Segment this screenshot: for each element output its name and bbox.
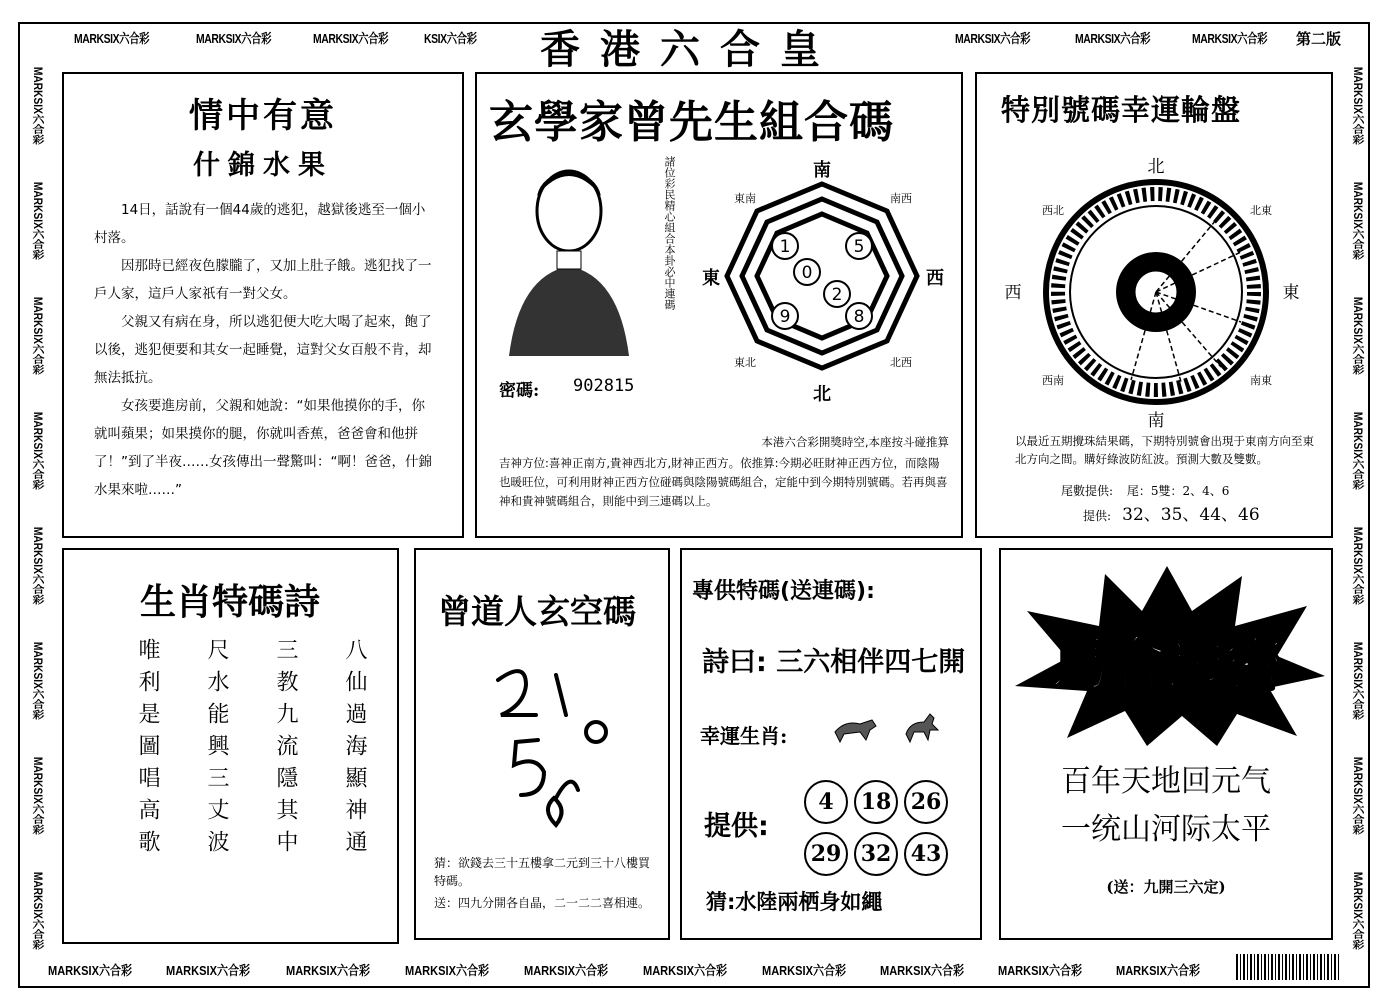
wheel-direction: 北 — [1147, 157, 1165, 177]
number-ball: 18 — [854, 780, 898, 824]
tail-row — [1061, 482, 1229, 499]
wheel-direction: 北東 — [1250, 204, 1272, 217]
wheel-box — [975, 72, 1333, 538]
direction-label: 東北 — [734, 356, 756, 369]
direction-label: 北西 — [890, 356, 912, 369]
side-strip: MARKSIX六合彩 — [1351, 871, 1365, 950]
offer-value: 32、35、44、46 — [1122, 505, 1260, 525]
zeng-title: 曾道人玄空碼 — [438, 592, 636, 631]
poem-column: 尺水能興三丈波 — [204, 638, 229, 862]
barcode — [1236, 954, 1340, 980]
bottom-strip-brand: MARKSIX六合彩 — [1116, 963, 1201, 978]
side-strip: MARKSIX六合彩 — [31, 66, 45, 145]
side-strip: MARKSIX六合彩 — [1351, 181, 1365, 260]
direction-label: 東南 — [734, 192, 756, 205]
bagua-number: 0 — [801, 263, 813, 283]
bottom-strip-brand: MARKSIX六合彩 — [998, 963, 1083, 978]
bagua-number: 8 — [853, 307, 865, 327]
side-strip: MARKSIX六合彩 — [31, 871, 45, 950]
xuan-title: 玄學家曾先生組合碼 — [489, 97, 894, 148]
horse-icon — [900, 710, 944, 744]
direction-label: 北 — [813, 384, 831, 405]
poem-title: 生肖特碼詩 — [140, 582, 321, 623]
top-strip-brand: MARKSIX六合彩 — [1075, 31, 1151, 46]
horse-box — [999, 548, 1333, 940]
special-title: 專供特碼(送連碼): — [692, 579, 875, 604]
wheel-note: 以最近五期攪珠結果碼，下期特別號會出現于東南方向至東北方向之間。購好綠波防紅波。預測大數及雙數。 — [1015, 434, 1314, 466]
side-strip: MARKSIX六合彩 — [1351, 296, 1365, 375]
poem-columns — [132, 638, 370, 862]
poem-box — [62, 548, 399, 944]
offer-label: 提供: — [1083, 509, 1112, 523]
roulette-wheel — [991, 152, 1321, 432]
side-strip: MARKSIX六合彩 — [31, 411, 45, 490]
bagua-diagram — [697, 154, 947, 414]
story-paragraph: 14日，話說有一個44歲的逃犯，越獄後逃至一個小村落。 — [94, 202, 426, 246]
number-ball: 32 — [854, 832, 898, 876]
xuan-body: 吉神方位:喜神正南方,貴神西北方,財神正西方。依推算:今期必旺財神正西方位，而陰陽也暖旺位，可利用財神正西方位碰碼與陰陽號碼組合，定能中到今期特別號碼。若再與喜神和貴神號碼組合，則能中到三連碼以上。 — [499, 456, 948, 508]
side-strip: MARKSIX六合彩 — [31, 526, 45, 605]
zeng-line2: 送：四九分開各自晶，二一二二喜相連。 — [434, 896, 651, 910]
story-paragraph: 因那時已經夜色朦朧了，又加上肚子餓。逃犯找了一戶人家，這戶人家祇有一對父女。 — [94, 258, 432, 302]
direction-label: 西 — [926, 268, 944, 289]
wheel-direction: 西 — [1004, 283, 1022, 303]
horse-gift: (送：九開三六定) — [1106, 878, 1226, 896]
bottom-strip-brand: MARKSIX六合彩 — [405, 963, 490, 978]
number-ball: 4 — [804, 780, 848, 824]
xuan-body-line1: 本港六合彩開獎時空,本座按斗碰推算 — [761, 435, 949, 449]
top-strip-brand: MARKSIX六合彩 — [1192, 31, 1268, 46]
story-box — [62, 72, 464, 538]
side-strip: MARKSIX六合彩 — [31, 296, 45, 375]
side-strip: MARKSIX六合彩 — [1351, 526, 1365, 605]
bagua-number: 9 — [779, 307, 791, 327]
masthead-title: 香港六合皇 — [540, 26, 840, 73]
xuan-code-label: 密碼: — [499, 381, 540, 401]
bottom-strip-brand: MARKSIX六合彩 — [643, 963, 728, 978]
xuan-box — [475, 72, 963, 538]
tail-value: 尾：5雙：2、4、6 — [1126, 484, 1230, 498]
zeng-line1: 猜：欲錢去三十五樓拿二元到三十八樓買特碼。 — [434, 856, 651, 888]
story-paragraph: 女孩要進房前，父親和她說：“如果他摸你的手，你就叫蘋果；如果摸你的腿，你就叫香蕉，爸爸會和他拼了！”到了半夜……女孩傳出一聲驚叫：“啊！爸爸，什錦水果來啦……” — [94, 398, 432, 498]
horse-line1: 百年天地回元气 — [1061, 764, 1271, 799]
direction-label: 東 — [702, 268, 720, 289]
bagua-number: 5 — [853, 237, 865, 257]
top-strip-brand: MARKSIX六合彩 — [196, 31, 272, 46]
special-box — [680, 548, 982, 940]
bottom-strip-brand: MARKSIX六合彩 — [48, 963, 133, 978]
edition-label: 第二版 — [1296, 30, 1342, 48]
special-guess: 猜:水陸兩栖身如繩 — [706, 890, 883, 914]
side-strip: MARKSIX六合彩 — [1351, 411, 1365, 490]
bottom-strip-brand: MARKSIX六合彩 — [166, 963, 251, 978]
top-strip-brand: MARKSIX六合彩 — [74, 31, 150, 46]
zeng-code-text — [416, 846, 668, 847]
direction-label: 南 — [813, 160, 831, 181]
bagua-number: 2 — [831, 285, 843, 305]
special-offer-label: 提供: — [704, 811, 769, 842]
portrait — [499, 156, 634, 366]
starburst-badge — [1007, 566, 1327, 746]
story-title: 情中有意 — [189, 96, 337, 136]
story-subtitle: 什錦水果 — [193, 150, 333, 181]
top-strip-brand: MARKSIX六合彩 — [955, 31, 1031, 46]
direction-label: 南西 — [890, 192, 912, 205]
horse-title: 馬會透密 — [1050, 630, 1284, 698]
top-strip-brand: MARKSIX六合彩 — [313, 31, 389, 46]
zodiac-label: 幸運生肖: — [700, 724, 788, 748]
bottom-strip-brand: MARKSIX六合彩 — [524, 963, 609, 978]
zeng-box — [414, 548, 670, 940]
side-strip: MARKSIX六合彩 — [1351, 66, 1365, 145]
bagua-number: 1 — [779, 237, 791, 257]
offer-row — [1083, 500, 1260, 525]
horse-line2: 一统山河际太平 — [1061, 812, 1271, 847]
number-ball: 43 — [904, 832, 948, 876]
handwritten-code — [486, 660, 626, 830]
xuan-code: 902815 — [573, 376, 635, 396]
bottom-strip-brand: MARKSIX六合彩 — [762, 963, 847, 978]
wheel-direction: 南東 — [1250, 374, 1272, 387]
wheel-direction: 南 — [1147, 411, 1165, 431]
side-strip: MARKSIX六合彩 — [1351, 756, 1365, 835]
side-strip: MARKSIX六合彩 — [31, 181, 45, 260]
side-strip: MARKSIX六合彩 — [31, 641, 45, 720]
story-paragraph: 父親又有病在身，所以逃犯便大吃大喝了起來，飽了以後，逃犯便要和其女一起睡覺，這對父女百般不肯，却無法抵抗。 — [94, 314, 432, 386]
special-poem: 詩曰: 三六相伴四七開 — [702, 647, 966, 678]
xuan-side-note: 諸位彩民精心組合本卦必中連碼 — [663, 156, 676, 310]
side-strip: MARKSIX六合彩 — [31, 756, 45, 835]
tail-label: 尾數提供: — [1061, 484, 1114, 498]
bottom-strip-brand: MARKSIX六合彩 — [286, 963, 371, 978]
bottom-strip-brand: MARKSIX六合彩 — [880, 963, 965, 978]
poem-column: 唯利是圖唱高歌 — [135, 638, 160, 862]
wheel-direction: 東 — [1282, 283, 1300, 303]
wheel-title: 特別號碼幸運輪盤 — [1001, 93, 1242, 127]
wheel-direction: 西北 — [1042, 204, 1064, 217]
wheel-direction: 西南 — [1042, 374, 1064, 387]
top-strip-brand-partial: KSIX六合彩 — [424, 31, 477, 46]
tiger-icon — [830, 714, 880, 744]
side-strip: MARKSIX六合彩 — [1351, 641, 1365, 720]
poem-column: 三教九流隱其中 — [273, 638, 298, 862]
number-ball: 29 — [804, 832, 848, 876]
story-body — [64, 196, 462, 504]
number-ball: 26 — [904, 780, 948, 824]
poem-column: 八仙過海顯神通 — [342, 638, 367, 862]
number-balls — [804, 780, 964, 876]
